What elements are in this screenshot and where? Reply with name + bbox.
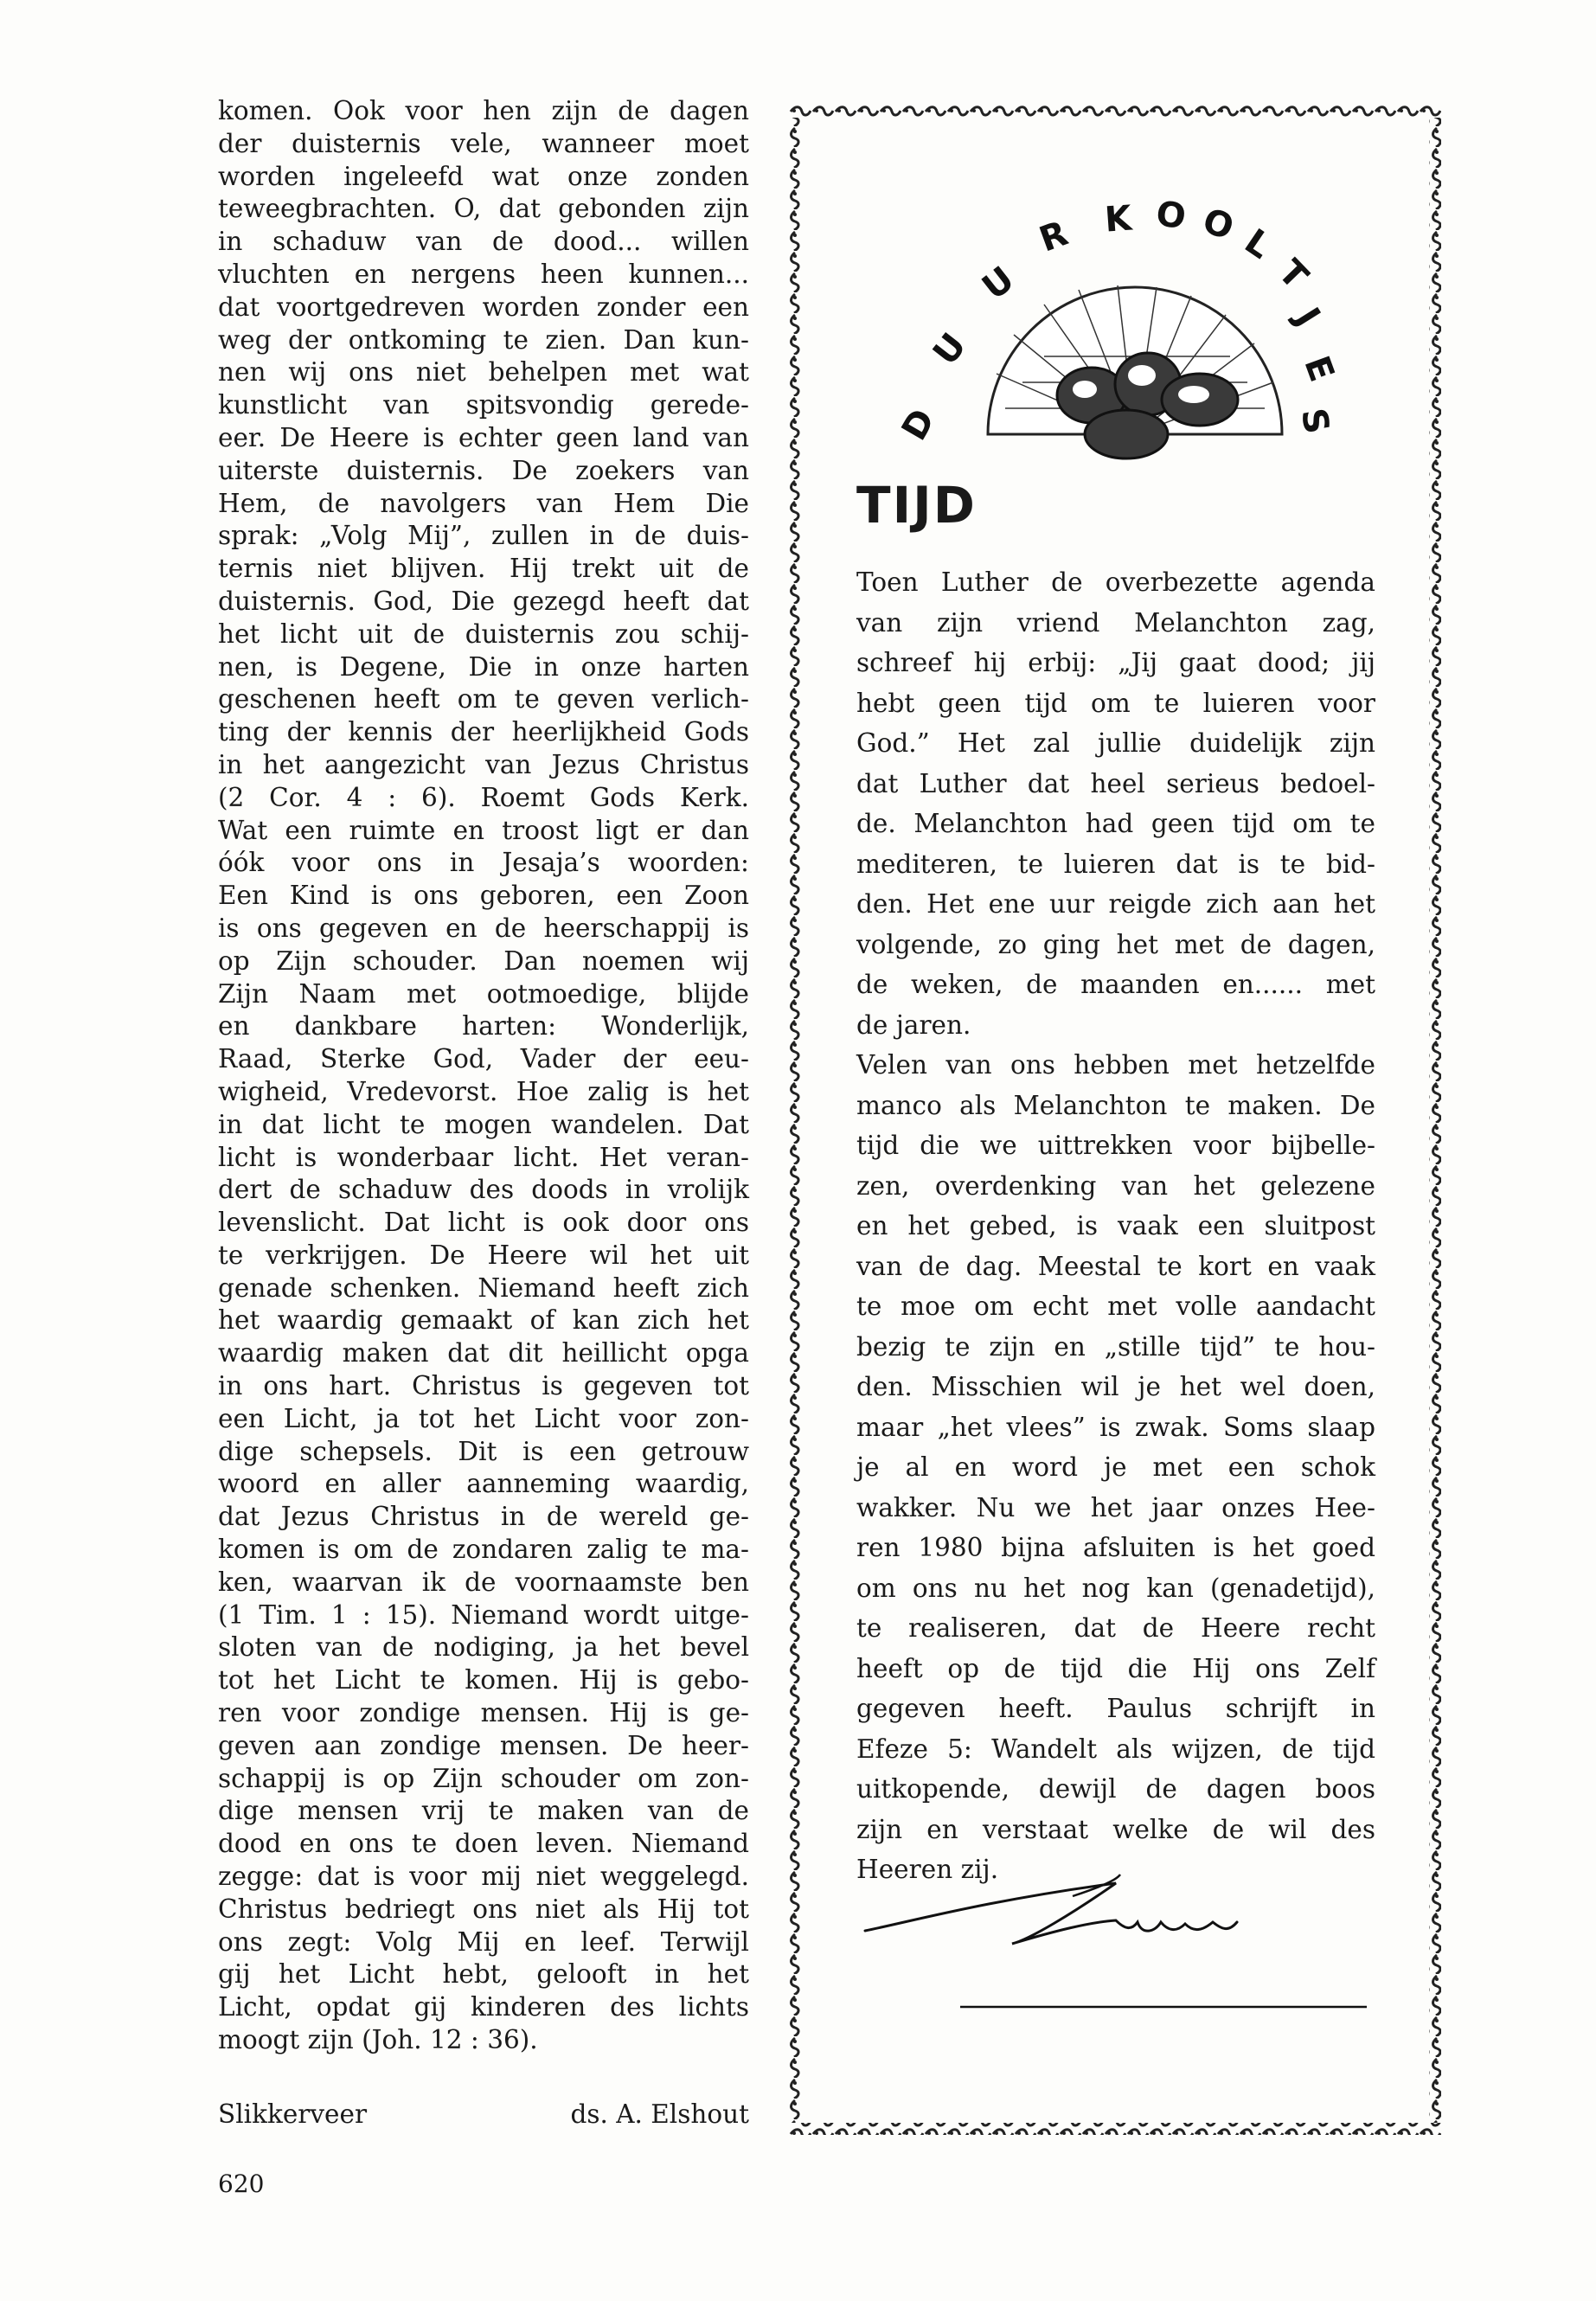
text-line: Heeren zij. (856, 1855, 999, 1884)
place-name: Slikkerveer (218, 2099, 368, 2129)
text-line: je al en word je met een schok (856, 1452, 1375, 1482)
text-line: waardig maken dat dit heillicht opga (218, 1338, 749, 1368)
text-line: van zijn vriend Melanchton zag, (856, 607, 1375, 638)
text-line: tijd die we uittrekken voor bijbelle- (856, 1131, 1375, 1160)
text-line: heeft op de tijd die Hij ons Zelf (856, 1653, 1375, 1683)
text-line: wigheid, Vredevorst. Hoe zalig is het (218, 1076, 749, 1106)
text-line: geschenen heeft om te geven verlich- (218, 684, 749, 715)
text-line: om ons nu het nog kan (genadetijd), (856, 1573, 1375, 1603)
text-line: dood en ons te doen leven. Niemand (218, 1829, 749, 1859)
svg-text:U: U (975, 259, 1022, 308)
text-line: Zijn Naam met ootmoedige, blijde (218, 978, 749, 1009)
text-line: te realiseren, dat de Heere recht (856, 1613, 1375, 1643)
text-line: óók voor ons in Jesaja’s woorden: (218, 848, 749, 878)
text-line: een Licht, ja tot het Licht voor zon- (218, 1403, 749, 1433)
svg-text:T: T (1270, 252, 1316, 298)
text-line: licht is wonderbaar licht. Het veran- (218, 1142, 749, 1172)
text-line: nen wij ons niet behelpen met wat (218, 357, 749, 388)
text-line: schreef hij erbij: „Jij gaat dood; jij (856, 648, 1375, 677)
text-line: in ons hart. Christus is gegeven tot (218, 1371, 749, 1401)
text-line: ternis niet blijven. Hij trekt uit de (218, 554, 749, 584)
text-line: in het aangezicht van Jezus Christus (218, 749, 749, 779)
text-line: en het gebed, is vaak een sluitpost (856, 1211, 1375, 1240)
text-line: uitkopende, dewijl de dagen boos (856, 1774, 1375, 1804)
text-line: levenslicht. Dat licht is ook door ons (218, 1208, 749, 1238)
text-line: zijn en verstaat welke de wil des (856, 1814, 1375, 1844)
text-line: Wat een ruimte en troost ligt er dan (218, 815, 749, 845)
text-line: is ons gegeven en de heerschappij is (218, 913, 749, 943)
column-title: TIJD (856, 476, 977, 535)
duurkooltjes-emblem (884, 149, 1351, 521)
text-line: nen, is Degene, Die in onze harten (218, 651, 749, 682)
text-line: Toen Luther de overbezette agenda (856, 567, 1375, 597)
svg-text:D: D (894, 402, 944, 447)
text-line: ons zegt: Volg Mij en leef. Terwijl (218, 1926, 749, 1957)
svg-text:S: S (1292, 405, 1337, 437)
text-line: het licht uit de duisternis zou schij- (218, 619, 749, 649)
text-line: genade schenken. Niemand heeft zich (218, 1272, 749, 1303)
text-line: sprak: „Volg Mij”, zullen in de duis- (218, 521, 749, 551)
signature (856, 1792, 1375, 2026)
text-line: op Zijn schouder. Dan noemen wij (218, 945, 749, 976)
svg-text:O: O (1153, 194, 1189, 238)
text-line: te moe om echt met volle aandacht (856, 1292, 1375, 1321)
text-line: weg der ontkoming te zien. Dan kun- (218, 324, 749, 355)
text-line: komen is om de zondaren zalig te ma- (218, 1535, 749, 1565)
text-line: zen, overdenking van het gelezene (856, 1170, 1375, 1201)
text-line: het waardig gemaakt of kan zich het (218, 1305, 749, 1336)
text-line: Christus bedriegt ons niet als Hij tot (218, 1894, 749, 1924)
text-line: zegge: dat is voor mij niet weggelegd. (218, 1862, 749, 1892)
text-line: Licht, opdat gij kinderen des lichts (218, 1992, 749, 2022)
text-line: woord en aller aanneming waardig, (218, 1469, 749, 1499)
text-line: gij het Licht hebt, gelooft in het (218, 1959, 749, 1990)
text-line: hebt geen tijd om te luieren voor (856, 688, 1375, 718)
author-name: ds. A. Elshout (570, 2099, 749, 2129)
text-line: mediteren, te luieren dat is te bid- (856, 849, 1375, 879)
text-line: Een Kind is ons geboren, een Zoon (218, 881, 749, 911)
text-line: moogt zijn (Joh. 12 : 36). (218, 2025, 538, 2055)
svg-text:J: J (1286, 301, 1328, 334)
text-line: dige schepsels. Dit is een getrouw (218, 1436, 749, 1466)
svg-text:K: K (1103, 198, 1133, 240)
text-line: de weken, de maanden en...... met (856, 970, 1375, 999)
text-line: ken, waarvan ik de voornaamste ben (218, 1567, 749, 1597)
text-line: ren voor zondige mensen. Hij is ge- (218, 1698, 749, 1728)
text-line: ting der kennis der heerlijkheid Gods (218, 717, 749, 747)
text-line: bezig te zijn en „stille tijd” te hou- (856, 1331, 1375, 1362)
text-line: wakker. Nu we het jaar onzes Hee- (856, 1492, 1375, 1522)
article-footer (218, 2099, 749, 2129)
text-line: worden ingeleefd wat onze zonden (218, 161, 749, 191)
text-line: vluchten en nergens heen kunnen... (218, 259, 749, 289)
text-line: ren 1980 bijna afsluiten is het goed (856, 1533, 1375, 1562)
text-line: den. Misschien wil je het wel doen, (856, 1372, 1375, 1401)
page-number: 620 (218, 2170, 265, 2198)
text-line: komen. Ook voor hen zijn de dagen (218, 96, 749, 125)
text-line: de. Melanchton had geen tijd om te (856, 809, 1375, 838)
text-line: manco als Melanchton te maken. De (856, 1090, 1375, 1120)
text-line: tot het Licht te komen. Hij is gebo- (218, 1665, 749, 1695)
text-line: dert de schaduw des doods in vrolijk (218, 1175, 749, 1205)
article-left-column (218, 95, 749, 2057)
text-line: in dat licht te mogen wandelen. Dat (218, 1109, 749, 1139)
text-line: den. Het ene uur reigde zich aan het (856, 889, 1375, 919)
text-line: dige mensen vrij te maken van de (218, 1796, 749, 1826)
text-line: God.” Het zal jullie duidelijk zijn (856, 728, 1375, 758)
text-line: Raad, Sterke God, Vader der eeu- (218, 1044, 749, 1074)
text-line: teweegbrachten. O, dat gebonden zijn (218, 194, 749, 224)
text-line: de jaren. (856, 1009, 971, 1040)
text-line: dat Luther dat heel serieus bedoel- (856, 768, 1375, 798)
text-line: eer. De Heere is echter geen land van (218, 422, 749, 452)
text-line: en dankbare harten: Wonderlijk, (218, 1011, 749, 1042)
text-line: Velen van ons hebben met hetzelfde (856, 1050, 1375, 1080)
text-line: kunstlicht van spitsvondig gerede- (218, 390, 749, 420)
column-box (789, 106, 1441, 2137)
svg-text:E: E (1296, 350, 1342, 388)
text-line: der duisternis vele, wanneer moet (218, 128, 749, 158)
text-line: maar „het vlees” is zwak. Soms slaap (856, 1412, 1375, 1442)
column-body (856, 562, 1375, 1890)
text-line: uiterste duisternis. De zoekers van (218, 455, 749, 485)
text-line: sloten van de nodiging, ja het bevel (218, 1632, 749, 1663)
text-line: (2 Cor. 4 : 6). Roemt Gods Kerk. (218, 782, 749, 812)
svg-text:U: U (925, 325, 975, 373)
text-line: geven aan zondige mensen. De heer- (218, 1730, 749, 1760)
text-line: schappij is op Zijn schouder om zon- (218, 1763, 749, 1793)
svg-text:R: R (1034, 213, 1074, 260)
text-line: duisternis. God, Die gezegd heeft dat (218, 586, 749, 616)
text-line: Efeze 5: Wandelt als wijzen, de tijd (856, 1734, 1375, 1764)
svg-text:L: L (1237, 221, 1279, 267)
text-line: dat voortgedreven worden zonder een (218, 292, 749, 322)
text-line: van de dag. Meestal te kort en vaak (856, 1251, 1375, 1281)
text-line: gegeven heeft. Paulus schrijft in (856, 1694, 1375, 1723)
svg-text:O: O (1197, 201, 1240, 248)
text-line: (1 Tim. 1 : 15). Niemand wordt uitge- (218, 1599, 749, 1630)
text-line: volgende, zo ging het met de dagen, (856, 929, 1375, 959)
text-line: in schaduw van de dood... willen (218, 227, 749, 257)
text-line: te verkrijgen. De Heere wil het uit (218, 1240, 749, 1270)
text-line: Hem, de navolgers van Hem Die (218, 488, 749, 518)
text-line: dat Jezus Christus in de wereld ge- (218, 1502, 749, 1532)
